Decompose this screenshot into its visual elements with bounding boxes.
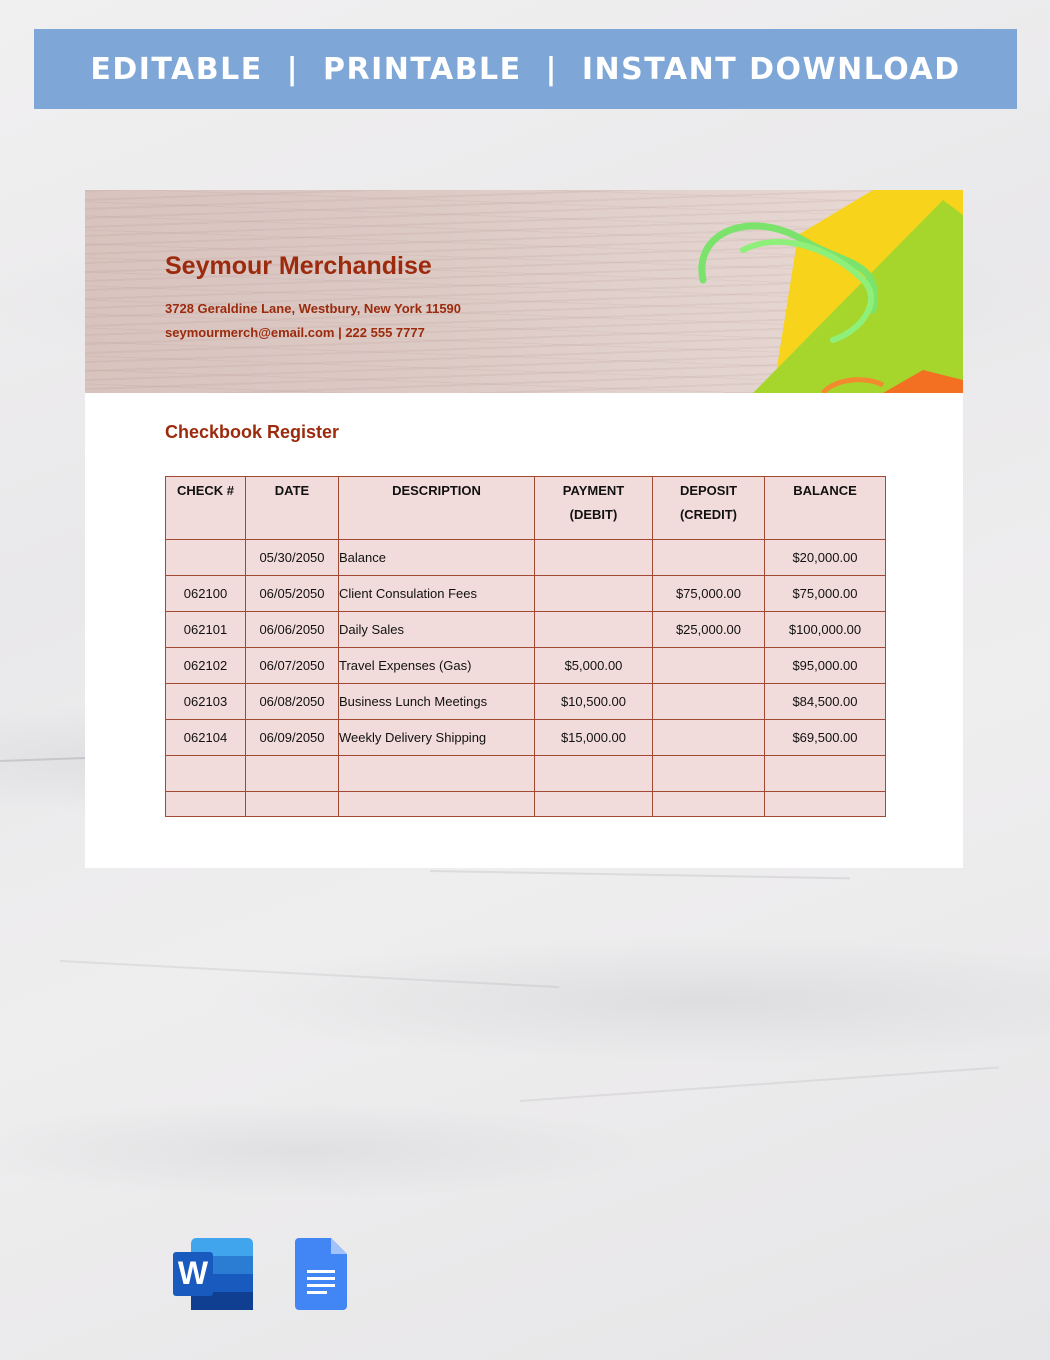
cell-balance[interactable]: $95,000.00 [765,648,886,684]
cell-check[interactable] [166,540,246,576]
cell-payment[interactable] [535,612,653,648]
cell-balance[interactable]: $84,500.00 [765,684,886,720]
cell-check[interactable]: 062104 [166,720,246,756]
svg-text:W: W [177,1255,209,1291]
cell-check[interactable] [166,756,246,792]
cell-check[interactable] [166,792,246,817]
cell-deposit[interactable]: $75,000.00 [653,576,765,612]
cell-description[interactable]: Weekly Delivery Shipping [339,720,535,756]
cell-payment[interactable] [535,792,653,817]
company-contact: seymourmerch@email.com | 222 555 7777 [165,325,425,340]
cell-date[interactable] [246,756,339,792]
marble-vein [430,870,850,879]
cell-payment[interactable]: $10,500.00 [535,684,653,720]
cell-check[interactable]: 062100 [166,576,246,612]
column-header-description: DESCRIPTION [339,477,535,540]
cell-deposit[interactable] [653,792,765,817]
company-name: Seymour Merchandise [165,252,432,280]
cell-balance[interactable]: $75,000.00 [765,576,886,612]
cell-deposit[interactable]: $25,000.00 [653,612,765,648]
marble-vein [60,960,559,988]
column-header-check: CHECK # [166,477,246,540]
cell-check[interactable]: 062102 [166,648,246,684]
table-row [166,792,886,817]
cell-description[interactable] [339,792,535,817]
register-title: Checkbook Register [165,422,340,442]
microsoft-word-icon[interactable] [173,1238,255,1310]
google-docs-icon[interactable] [295,1238,347,1310]
column-header-payment: PAYMENT (DEBIT) [535,477,653,540]
cell-date[interactable]: 06/05/2050 [246,576,339,612]
marble-vein [520,1067,999,1102]
column-header-balance: BALANCE [765,477,886,540]
cell-date[interactable]: 06/07/2050 [246,648,339,684]
cell-balance[interactable] [765,792,886,817]
cell-date[interactable]: 06/06/2050 [246,612,339,648]
cell-balance[interactable]: $20,000.00 [765,540,886,576]
cell-description[interactable]: Business Lunch Meetings [339,684,535,720]
promo-banner [34,29,1017,109]
cell-deposit[interactable] [653,720,765,756]
cell-payment[interactable] [535,540,653,576]
table-row [166,756,886,792]
cell-payment[interactable]: $5,000.00 [535,648,653,684]
table-row [166,612,886,648]
cell-date[interactable] [246,792,339,817]
column-header-date: DATE [246,477,339,540]
cell-deposit[interactable] [653,684,765,720]
cell-check[interactable]: 062101 [166,612,246,648]
cell-payment[interactable] [535,576,653,612]
cell-description[interactable] [339,756,535,792]
banner-text: EDITABLE | PRINTABLE | INSTANT DOWNLOAD [90,51,961,87]
cell-deposit[interactable] [653,648,765,684]
cell-description[interactable]: Daily Sales [339,612,535,648]
table-row [166,720,886,756]
table-header-row [166,477,886,540]
column-header-deposit: DEPOSIT (CREDIT) [653,477,765,540]
cell-description[interactable]: Travel Expenses (Gas) [339,648,535,684]
checkbook-register-table [165,476,886,817]
company-address: 3728 Geraldine Lane, Westbury, New York 11590 [165,301,462,316]
cell-description[interactable]: Client Consulation Fees [339,576,535,612]
table-row [166,648,886,684]
cell-balance[interactable]: $69,500.00 [765,720,886,756]
cell-date[interactable]: 05/30/2050 [246,540,339,576]
cell-check[interactable]: 062103 [166,684,246,720]
cell-balance[interactable]: $100,000.00 [765,612,886,648]
document-header [85,190,963,393]
cell-balance[interactable] [765,756,886,792]
cell-date[interactable]: 06/08/2050 [246,684,339,720]
cell-deposit[interactable] [653,540,765,576]
cell-date[interactable]: 06/09/2050 [246,720,339,756]
cell-payment[interactable] [535,756,653,792]
table-row [166,684,886,720]
cell-deposit[interactable] [653,756,765,792]
table-row [166,540,886,576]
shopping-bags-image [633,190,963,393]
table-row [166,576,886,612]
cell-payment[interactable]: $15,000.00 [535,720,653,756]
cell-description[interactable]: Balance [339,540,535,576]
document-page [85,190,963,868]
